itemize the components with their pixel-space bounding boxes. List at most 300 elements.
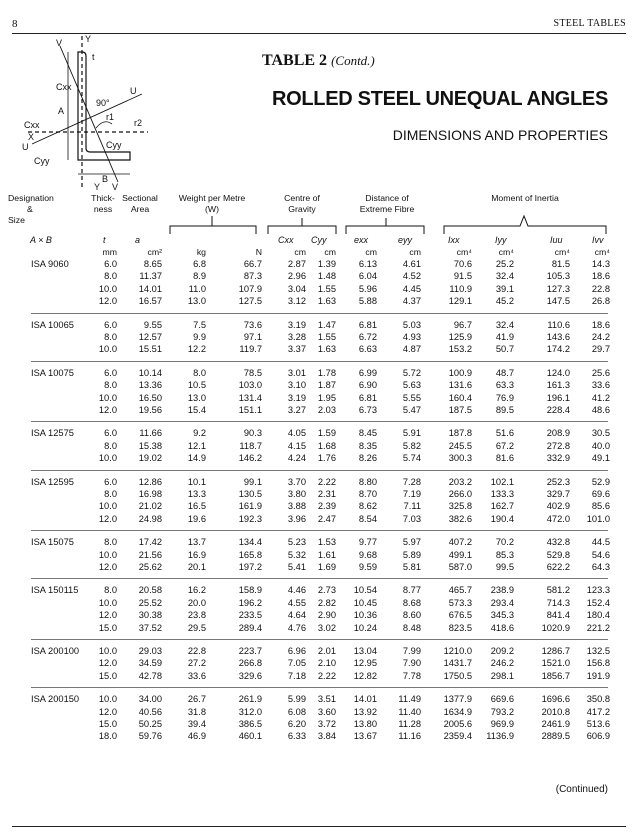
table-cell: 12.95 <box>353 658 377 669</box>
table-cell: 465.7 <box>448 585 472 596</box>
table-cell: 332.9 <box>546 453 570 464</box>
table-cell: 127.5 <box>238 296 262 307</box>
table-cell: 21.02 <box>138 501 162 512</box>
table-cell: 266.0 <box>448 489 472 499</box>
table-cell: 4.05 <box>287 428 306 439</box>
table-cell: 13.0 <box>187 392 206 403</box>
table-cell: 1286.7 <box>541 646 570 656</box>
table-cell: 6.33 <box>287 731 306 742</box>
table-cell: 102.1 <box>490 476 514 487</box>
table-cell: 793.2 <box>490 706 514 717</box>
table-cell: 13.92 <box>353 706 377 717</box>
table-cell: 329.7 <box>546 489 570 499</box>
table-row <box>0 562 638 574</box>
table-cell: 3.80 <box>287 489 306 499</box>
table-cell: 78.5 <box>243 367 262 378</box>
table-cell: 63.3 <box>495 380 514 391</box>
table-cell: 21.56 <box>138 549 162 560</box>
table-cell: 1.61 <box>317 549 336 560</box>
table-cell: 9.59 <box>358 562 377 572</box>
table-cell: 153.2 <box>448 344 472 355</box>
table-cell: 165.8 <box>238 549 262 560</box>
table-cell: 16.57 <box>138 296 162 307</box>
table-cell: 6.20 <box>287 719 306 729</box>
table-cell: 4.46 <box>287 585 306 596</box>
table-cell: 11.49 <box>398 694 421 705</box>
designation-cell: ISA 12575 <box>31 428 74 439</box>
table-cell: 382.6 <box>448 513 472 524</box>
unit-label: cm⁴ <box>498 247 514 257</box>
table-cell: 1136.9 <box>486 731 514 742</box>
table-cell: 1.63 <box>317 344 336 355</box>
table-cell: 29.5 <box>187 622 206 633</box>
table-cell: 5.23 <box>287 537 306 548</box>
table-cell: 180.4 <box>586 610 610 621</box>
table-cell: 6.13 <box>358 259 377 269</box>
table-cell: 34.00 <box>138 694 162 705</box>
table-cell: 13.3 <box>187 489 206 499</box>
table-cell: 5.41 <box>287 562 306 572</box>
table-cell: 124.0 <box>546 367 570 378</box>
table-cell: 54.6 <box>591 549 610 560</box>
table-cell: 5.72 <box>402 367 421 378</box>
header-text: Weight per Metre <box>178 193 246 203</box>
table-cell: 386.5 <box>238 719 262 729</box>
table-cell: 3.96 <box>287 513 306 524</box>
table-cell: 1856.7 <box>541 670 570 681</box>
table-cell: 3.19 <box>287 392 306 403</box>
table-cell: 132.5 <box>586 646 610 656</box>
header-text: Thick- <box>91 193 115 203</box>
designation-cell: ISA 150115 <box>31 585 79 596</box>
weight-brace <box>170 216 256 234</box>
table-cell: 89.5 <box>495 405 514 415</box>
header-text: Size <box>8 215 25 225</box>
table-cell: 13.80 <box>353 719 377 729</box>
table-row <box>0 623 638 635</box>
table-row <box>0 477 638 489</box>
header-thickness <box>87 193 119 215</box>
table-cell: 513.6 <box>586 719 610 729</box>
table-cell: 1.78 <box>317 367 336 378</box>
table-cell: 10.0 <box>98 597 117 608</box>
table-row <box>0 514 638 526</box>
diagram-label: B <box>102 174 109 184</box>
table-row <box>0 368 638 380</box>
table-cell: 161.9 <box>238 501 262 512</box>
table-cell: 70.2 <box>495 537 514 548</box>
table-cell: 146.2 <box>238 453 262 464</box>
table-cell: 39.1 <box>495 283 514 294</box>
table-cell: 13.36 <box>138 380 162 391</box>
table-cell: 12.1 <box>187 440 206 451</box>
table-cell: 42.78 <box>138 670 162 681</box>
table-cell: 8.77 <box>402 585 421 596</box>
table-cell: 3.70 <box>287 476 306 487</box>
table-label: TABLE 2 <box>262 52 328 69</box>
table-cell: 118.7 <box>239 440 262 451</box>
table-row <box>0 380 638 392</box>
table-cell: 20.58 <box>138 585 162 596</box>
table-cell: 345.3 <box>490 610 514 621</box>
table-cell: 66.7 <box>243 259 262 269</box>
unit-label: cm⁴ <box>456 247 472 257</box>
table-cell: 8.62 <box>358 501 377 512</box>
table-cell: 10.1 <box>187 476 206 487</box>
table-row <box>0 537 638 549</box>
table-cell: 10.5 <box>187 380 206 391</box>
table-cell: 7.5 <box>193 319 206 330</box>
table-cell: 325.8 <box>448 501 472 512</box>
unit-label: cm² <box>147 247 162 257</box>
table-cell: 10.0 <box>98 694 117 705</box>
header-weight <box>164 193 260 215</box>
table-cell: 823.5 <box>448 622 472 633</box>
diagram-label: r2 <box>134 118 143 128</box>
table-cell: 3.51 <box>317 694 336 705</box>
table-cell: 1.69 <box>317 562 336 572</box>
table-cell: 50.7 <box>495 344 514 355</box>
header-centre <box>266 193 338 215</box>
header-text: ness <box>93 204 113 214</box>
table-cell: 5.82 <box>402 440 421 451</box>
unit-label: kg <box>196 247 206 257</box>
table-cell: 76.9 <box>495 392 514 403</box>
table-cell: 223.7 <box>238 646 262 656</box>
table-cell: 3.27 <box>287 405 306 415</box>
table-cell: 5.47 <box>402 405 421 415</box>
table-cell: 10.36 <box>353 610 377 621</box>
table-cell: 2461.9 <box>541 719 570 729</box>
table-cell: 26.7 <box>187 694 206 705</box>
table-cell: 402.9 <box>546 501 570 512</box>
table-cell: 12.82 <box>353 670 377 681</box>
table-cell: 4.52 <box>402 271 421 282</box>
table-cell: 67.2 <box>495 440 514 451</box>
table-cell: 6.08 <box>287 706 306 717</box>
table-cell: 2.22 <box>317 476 336 487</box>
table-cell: 125.9 <box>448 332 472 342</box>
table-cell: 15.38 <box>138 440 162 451</box>
table-cell: 3.01 <box>287 367 306 378</box>
table-cell: 161.3 <box>546 380 570 391</box>
table-cell: 44.5 <box>591 537 610 548</box>
table-cell: 5.81 <box>402 562 421 572</box>
table-cell: 14.01 <box>138 283 162 294</box>
group-separator <box>31 313 608 314</box>
table-cell: 13.04 <box>353 646 377 656</box>
header-text: Gravity <box>288 204 316 214</box>
designation-cell: ISA 10065 <box>31 319 74 330</box>
table-cell: 5.32 <box>287 549 306 560</box>
angle-section-diagram <box>8 32 168 192</box>
table-cell: 8.0 <box>104 271 117 282</box>
table-cell: 110.9 <box>449 283 472 294</box>
table-cell: 20.0 <box>187 597 206 608</box>
header-text: (W) <box>205 204 219 214</box>
table-cell: 8.0 <box>104 332 117 342</box>
header-braces <box>0 214 638 236</box>
table-cell: 2.39 <box>317 501 336 512</box>
table-row <box>0 393 638 405</box>
table-cell: 7.05 <box>287 658 306 669</box>
table-cell: 131.4 <box>238 392 262 403</box>
table-cell: 5.89 <box>402 549 421 560</box>
table-cell: 174.2 <box>546 344 570 355</box>
header-inertia <box>460 193 590 204</box>
unit-label: N <box>255 247 262 257</box>
table-cell: 15.0 <box>98 622 117 633</box>
continued-note: (Continued) <box>555 784 608 795</box>
table-cell: 15.0 <box>98 670 117 681</box>
table-cell: 19.6 <box>187 513 206 524</box>
table-cell: 6.0 <box>104 428 117 439</box>
table-cell: 300.3 <box>448 453 472 464</box>
table-cell: 2.10 <box>317 658 336 669</box>
diagram-label: t <box>92 52 95 62</box>
table-cell: 16.9 <box>187 549 206 560</box>
table-cell: 6.72 <box>358 332 377 342</box>
table-cell: 10.45 <box>353 597 377 608</box>
table-cell: 1.76 <box>317 453 336 464</box>
table-cell: 2.03 <box>317 405 336 415</box>
table-cell: 26.8 <box>591 296 610 307</box>
designation-cell: ISA 9060 <box>31 259 69 269</box>
table-cell: 2010.8 <box>541 706 570 717</box>
table-cell: 16.50 <box>138 392 162 403</box>
symbol-cxx: Cxx <box>278 235 294 245</box>
table-cell: 12.0 <box>98 513 117 524</box>
table-cell: 11.0 <box>188 283 206 294</box>
diagram-label: Cxx <box>56 82 72 92</box>
table-cell: 8.0 <box>104 537 117 548</box>
diagram-label: X <box>28 132 35 142</box>
table-cell: 16.98 <box>138 489 162 499</box>
table-cell: 16.2 <box>187 585 206 596</box>
symbol-ixx: Ixx <box>448 235 460 245</box>
table-cell: 30.38 <box>138 610 162 621</box>
table-cell: 2.73 <box>317 585 336 596</box>
table-cell: 238.9 <box>490 585 514 596</box>
table-cell: 99.1 <box>243 476 262 487</box>
table-cell: 52.9 <box>591 476 610 487</box>
table-cell: 25.2 <box>495 259 514 269</box>
table-cell: 6.90 <box>358 380 377 391</box>
table-cell: 12.0 <box>98 706 117 717</box>
table-cell: 41.9 <box>495 332 514 342</box>
table-cell: 12.0 <box>98 610 117 621</box>
table-cell: 4.37 <box>402 296 421 307</box>
table-cell: 191.9 <box>586 670 610 681</box>
table-cell: 51.6 <box>495 428 514 439</box>
diagram-label: Y <box>85 34 92 44</box>
diagram-label: Cyy <box>34 156 50 166</box>
table-cell: 417.2 <box>586 706 610 717</box>
table-cell: 6.63 <box>358 344 377 355</box>
diagram-label: Y <box>94 182 101 192</box>
table-cell: 209.2 <box>490 646 514 656</box>
designation-cell: ISA 10075 <box>31 367 74 378</box>
table-cell: 8.70 <box>358 489 377 499</box>
table-cell: 6.0 <box>104 476 117 487</box>
table-cell: 8.54 <box>358 513 377 524</box>
table-cell: 81.5 <box>551 259 570 269</box>
table-cell: 40.0 <box>591 440 610 451</box>
group-separator <box>31 470 608 471</box>
table-cell: 17.42 <box>138 537 162 548</box>
table-cell: 4.76 <box>287 622 306 633</box>
symbol-iuu: Iuu <box>550 235 563 245</box>
table-cell: 6.0 <box>104 367 117 378</box>
table-cell: 7.11 <box>403 501 421 512</box>
table-cell: 581.2 <box>546 585 570 596</box>
diagram-label: r1 <box>106 112 115 122</box>
table-cell: 246.2 <box>490 658 514 669</box>
table-row <box>0 320 638 332</box>
table-cell: 10.0 <box>98 392 117 403</box>
table-cell: 73.6 <box>243 319 262 330</box>
table-cell: 190.4 <box>490 513 514 524</box>
table-cell: 39.4 <box>187 719 206 729</box>
table-cell: 3.72 <box>317 719 336 729</box>
table-cell: 3.12 <box>287 296 306 307</box>
table-cell: 6.96 <box>287 646 306 656</box>
table-row <box>0 671 638 683</box>
table-cell: 6.8 <box>193 259 206 269</box>
table-cell: 12.0 <box>98 405 117 415</box>
header-distance <box>345 193 429 215</box>
table-cell: 8.0 <box>193 367 206 378</box>
diagram-label: V <box>112 182 119 192</box>
table-cell: 329.6 <box>238 670 262 681</box>
unit-label: cm <box>294 247 306 257</box>
unit-label: cm⁴ <box>554 247 570 257</box>
table-cell: 101.0 <box>586 513 610 524</box>
table-cell: 19.56 <box>138 405 162 415</box>
header-area <box>117 193 163 215</box>
table-cell: 158.9 <box>238 585 262 596</box>
table-cell: 266.8 <box>238 658 262 669</box>
table-cell: 407.2 <box>448 537 472 548</box>
table-cell: 40.56 <box>138 706 162 717</box>
group-separator <box>31 421 608 422</box>
table-cell: 7.28 <box>402 476 421 487</box>
table-cell: 418.6 <box>490 622 514 633</box>
table-cell: 3.19 <box>287 319 306 330</box>
table-cell: 432.8 <box>546 537 570 548</box>
table-cell: 23.8 <box>187 610 206 621</box>
table-row <box>0 284 638 296</box>
table-cell: 9.9 <box>193 332 206 342</box>
table-cell: 41.2 <box>591 392 610 403</box>
table-cell: 34.59 <box>138 658 162 669</box>
table-cell: 12.0 <box>98 658 117 669</box>
table-cell: 105.3 <box>546 271 570 282</box>
table-cell: 9.2 <box>193 428 206 439</box>
table-cell: 7.99 <box>402 646 421 656</box>
diagram-label: U <box>130 86 137 96</box>
table-cell: 162.7 <box>490 501 514 512</box>
table-row <box>0 610 638 622</box>
table-row <box>0 694 638 706</box>
table-cell: 2.01 <box>317 646 336 656</box>
table-cell: 1.53 <box>317 537 336 548</box>
table-cell: 3.84 <box>317 731 336 742</box>
table-cell: 1.39 <box>317 259 336 269</box>
table-cell: 131.6 <box>448 380 472 391</box>
table-row <box>0 332 638 344</box>
table-cell: 18.0 <box>98 731 117 742</box>
table-cell: 134.4 <box>238 537 262 548</box>
symbol-cyy: Cyy <box>311 235 327 245</box>
table-cell: 2.47 <box>317 513 336 524</box>
table-cell: 3.88 <box>287 501 306 512</box>
table-row <box>0 271 638 283</box>
table-cell: 3.37 <box>287 344 306 355</box>
table-cell: 676.5 <box>448 610 472 621</box>
group-separator <box>31 361 608 362</box>
table-cell: 22.8 <box>187 646 206 656</box>
table-cell: 587.0 <box>448 562 472 572</box>
table-row <box>0 598 638 610</box>
table-cell: 4.15 <box>287 440 306 451</box>
table-cell: 85.6 <box>591 501 610 512</box>
table-cell: 1.55 <box>317 283 336 294</box>
table-cell: 24.98 <box>138 513 162 524</box>
group-separator <box>31 578 608 579</box>
page-number: 8 <box>12 18 18 30</box>
table-row <box>0 296 638 308</box>
table-cell: 529.8 <box>546 549 570 560</box>
table-cell: 10.0 <box>98 453 117 464</box>
table-cell: 6.04 <box>358 271 377 282</box>
diagram-label: V <box>56 38 63 48</box>
table-cell: 1.47 <box>317 319 336 330</box>
table-cell: 9.77 <box>358 537 377 548</box>
table-cell: 4.45 <box>402 283 421 294</box>
table-cell: 127.3 <box>546 283 570 294</box>
table-cell: 2.22 <box>317 670 336 681</box>
table-cell: 252.3 <box>546 476 570 487</box>
table-cell: 123.3 <box>586 585 610 596</box>
table-cell: 5.96 <box>358 283 377 294</box>
table-cell: 91.5 <box>453 271 472 282</box>
table-cell: 11.40 <box>398 706 421 717</box>
table-cell: 12.86 <box>138 476 162 487</box>
header-text: Designation <box>8 193 54 203</box>
table-cell: 45.2 <box>495 296 514 307</box>
table-cell: 1.55 <box>317 332 336 342</box>
table-cell: 30.5 <box>591 428 610 439</box>
table-cell: 25.52 <box>138 597 162 608</box>
running-head: STEEL TABLES <box>553 18 626 29</box>
table-cell: 7.19 <box>402 489 421 499</box>
symbol-a: a <box>135 235 141 245</box>
table-cell: 24.2 <box>591 332 610 342</box>
table-cell: 5.55 <box>402 392 421 403</box>
table-cell: 203.2 <box>448 476 472 487</box>
designation-cell: ISA 200100 <box>31 646 80 656</box>
table-cell: 1.95 <box>317 392 336 403</box>
table-cell: 8.80 <box>358 476 377 487</box>
table-row <box>0 489 638 501</box>
symbol-a-x-b: A × B <box>30 235 52 245</box>
table-cell: 5.97 <box>402 537 421 548</box>
table-cell: 8.9 <box>193 271 206 282</box>
table-cell: 10.54 <box>353 585 377 596</box>
symbol-iyy: Iyy <box>495 235 507 245</box>
table-cell: 2005.6 <box>443 719 472 729</box>
